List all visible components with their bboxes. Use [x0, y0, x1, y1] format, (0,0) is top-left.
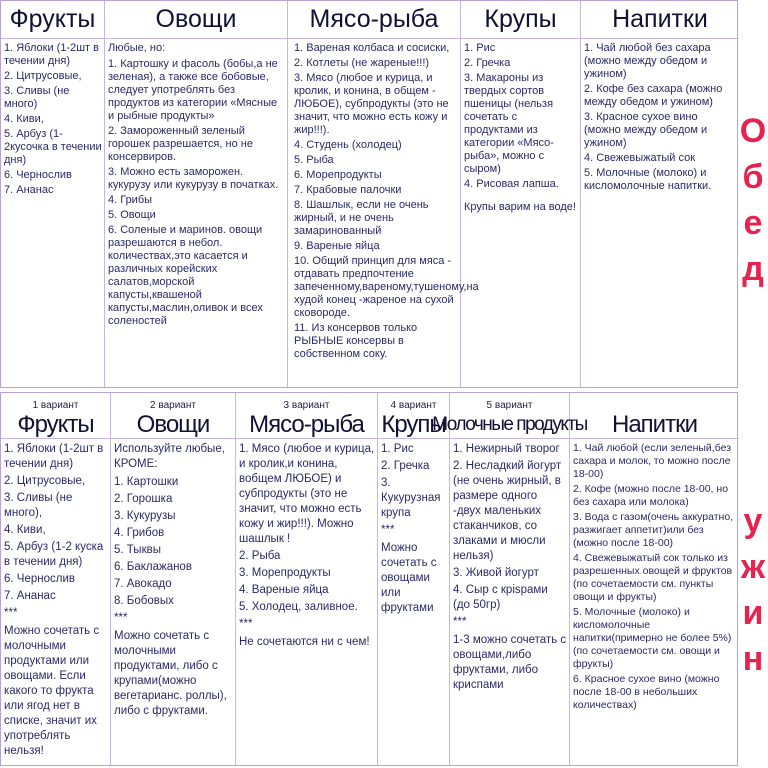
list-item: 4. Киви, — [4, 524, 46, 536]
list-item: 3. Морепродукты — [239, 567, 331, 579]
lunch-grains-list — [464, 42, 578, 191]
dinner-grains-list — [381, 442, 447, 521]
list-item: 2. Цитрусовые, — [4, 475, 86, 487]
dinner-variant-6 — [570, 393, 739, 411]
dinner-meat-note: Не сочетаются ни с чем! — [239, 636, 370, 648]
list-item: 1. Вареная колбаса и сосиски, — [294, 42, 450, 54]
lunch-veg-intro: Любые, но: — [108, 42, 166, 54]
lunch-drinks-list — [584, 42, 737, 193]
dinner-meat-stars: *** — [239, 618, 253, 630]
dinner-meat-list — [239, 442, 375, 615]
lunch-grains-note: Крупы варим на воде! — [464, 201, 576, 213]
list-item: 2. Котлеты (не жареные!!!) — [294, 57, 430, 69]
list-item: 4. Сыр с крispами (до 50гр) — [453, 584, 548, 611]
list-item: 6. Красное сухое вино (можно после 18-00 в небольших количествах) — [573, 673, 720, 711]
list-item: 1. Рис — [464, 42, 496, 54]
lunch-grains-cell — [461, 39, 581, 387]
list-item: 5. Арбуз (1-2 куска в течении дня) — [4, 541, 104, 568]
list-item: 4. Свежевыжатый сок — [584, 152, 696, 164]
dinner-header-meat-fish: Мясо-рыба — [236, 411, 378, 439]
list-item: 3. Вода с газом(очень аккуратно, разжигает аппетит)или без (можно после 18-00) — [573, 511, 734, 549]
list-item: 5. Тыквы — [114, 544, 161, 556]
list-item: 1. Мясо (любое и курица, и кролик,и конина, вобщем ЛЮБОЕ) и субпродукты (это не значит, что можно есть кожу и жир!!!). Можно шашлык ! — [239, 443, 375, 545]
list-item: 1. Рис — [381, 443, 414, 455]
dinner-dairy-list — [453, 442, 567, 613]
list-item: 5. Арбуз (1-2кусочка в течении дня) — [4, 128, 102, 166]
list-item: 4. Киви, — [4, 113, 44, 125]
dinner-dairy-stars: *** — [453, 616, 467, 628]
lunch-fruits-list — [4, 42, 102, 197]
lunch-meat-list — [294, 42, 479, 361]
lunch-drinks-cell — [581, 39, 739, 387]
list-item: 1. Яблоки (1-2шт в течении дня) — [4, 42, 99, 67]
dinner-variant-3: 3 вариант — [236, 393, 378, 411]
dinner-variant-1: 1 вариант — [1, 393, 111, 411]
dinner-veg-stars: *** — [114, 612, 128, 624]
list-item: 5. Овощи — [108, 209, 156, 221]
list-item: 3. Сливы (не много) — [4, 85, 70, 110]
list-item: 4. Студень (холодец) — [294, 139, 402, 151]
list-item: 4. Свежевыжатый сок только из разрешенных овощей и фруктов (по сочетаемости см. пункты овощи и фрукты) — [573, 552, 733, 603]
list-item: 3. Сливы (не много), — [4, 492, 73, 519]
list-item: 2. Рыба — [239, 550, 281, 562]
dinner-variant-2: 2 вариант — [111, 393, 236, 411]
list-item: 5. Молочные (молоко) и кисломолочные напитки(примерно не более 5%) (по сочетаемости см. овощи и фрукты) — [573, 606, 732, 670]
list-item: 1. Картошку и фасоль (бобы,а не зеленая), а также все бобовые, следует употреблять без продуктов из категории «Мясные и рыбные продукты» — [108, 58, 278, 122]
dinner-grains-cell — [378, 439, 450, 765]
dinner-fruits-note: Можно сочетать с молочными продуктами или овощами. Если какого то фрукта или ягод нет в списке, значит их употреблять нельзя! — [4, 625, 100, 757]
list-item: 4. Вареные яйца — [239, 584, 329, 596]
list-item: 3. Мясо (любое и курица, и кролик, и конина, в общем - ЛЮБОЕ), субпродукты (это не значит, что можно есть кожу и жир!!!). — [294, 72, 449, 136]
list-item: 2. Горошка — [114, 493, 173, 505]
dinner-fruits-list — [4, 442, 108, 604]
list-item: 2. Гречка — [381, 460, 430, 472]
lunch-veg-list — [108, 58, 285, 328]
list-item: 1. Чай любой (если зеленый,без сахара и молок, то можно после 18-00) — [573, 442, 732, 480]
dinner-variant-5: 5 вариант — [450, 393, 570, 411]
list-item: 2. Замороженный зеленый горошек разрешается, но не консервиров. — [108, 125, 253, 163]
list-item: 3. Макароны из твердых сортов пшеницы (нельзя сочетать с продуктами из категории «Мясо-рыба», можно с сыром) — [464, 72, 554, 175]
list-item: 11. Из консервов только РЫБНЫЕ консервы в собственном соку. — [294, 322, 418, 360]
list-item: 1. Картошки — [114, 476, 179, 488]
dinner-veg-list — [114, 475, 233, 609]
dinner-dairy-cell — [450, 439, 570, 765]
lunch-header-drinks: Напитки — [581, 1, 739, 39]
list-item: 7. Авокадо — [114, 578, 172, 590]
dinner-dairy-note: 1-3 можно сочетать с овощами,либо фруктами, либо криспами — [453, 634, 567, 691]
list-item: 1. Яблоки (1-2шт в течении дня) — [4, 443, 104, 470]
list-item: 6. Баклажанов — [114, 561, 192, 573]
dinner-veg-intro: Используйте любые, КРОМЕ: — [114, 443, 225, 470]
list-item: 7. Ананас — [4, 184, 54, 196]
lunch-header-meat-fish: Мясо-рыба — [288, 1, 461, 39]
side-letter: и — [742, 594, 764, 632]
list-item: 3. Красное сухое вино (можно между обедом и ужином) — [584, 111, 708, 149]
list-item: 3. Живой йогурт — [453, 567, 539, 579]
dinner-veg-note: Можно сочетать с молочными продуктами, либо с крупами(можно вегетарианс. роллы), либо с фруктами. — [114, 630, 227, 717]
list-item: 1. Чай любой без сахара (можно между обедом и ужином) — [584, 42, 711, 80]
dinner-table — [0, 392, 738, 766]
dinner-header-vegetables: Овощи — [111, 411, 236, 439]
lunch-header-grains: Крупы — [461, 1, 581, 39]
list-item: 6. Чернослив — [4, 573, 75, 585]
side-letter: ж — [740, 548, 766, 586]
dinner-variant-4: 4 вариант — [378, 393, 450, 411]
list-item: 6. Чернослив — [4, 169, 72, 181]
lunch-table — [0, 0, 738, 388]
list-item: 5. Молочные (молоко) и кисломолочные напитки. — [584, 167, 712, 192]
dinner-grains-stars: *** — [381, 524, 395, 536]
dinner-drinks-cell — [570, 439, 739, 765]
dinner-side-label — [738, 430, 768, 750]
dinner-fruits-cell — [1, 439, 111, 765]
list-item: 2. Кофе (можно после 18-00, но без сахара или молока) — [573, 483, 729, 508]
dinner-vegetables-cell — [111, 439, 236, 765]
dinner-grains-note: Можно сочетать с овощами или фруктами — [381, 542, 437, 614]
list-item: 3. Можно есть заморожен. кукурузу или кукурузу в початках. — [108, 166, 279, 191]
list-item: 3. Кукурузная крупа — [381, 477, 441, 519]
list-item: 4. Грибы — [108, 194, 153, 206]
side-letter: О — [739, 112, 767, 150]
lunch-side-label — [738, 40, 768, 360]
lunch-meat-cell — [288, 39, 479, 387]
side-letter: д — [742, 250, 764, 288]
side-letter: е — [743, 204, 763, 242]
list-item: 7. Ананас — [4, 590, 56, 602]
list-item: 2. Несладкий йогурт (не очень жирный, в размере одного -двух маленьких стаканчиков, со злаками и мюсли нельзя) — [453, 460, 562, 562]
list-item: 4. Рисовая лапша. — [464, 178, 559, 190]
list-item: 2. Гречка — [464, 57, 511, 69]
list-item: 6. Морепродукты — [294, 169, 382, 181]
list-item: 3. Кукурузы — [114, 510, 176, 522]
list-item: 7. Крабовые палочки — [294, 184, 402, 196]
dinner-header-fruits: Фрукты — [1, 411, 111, 439]
dinner-fruits-stars: *** — [4, 607, 18, 619]
lunch-fruits-cell — [1, 39, 105, 387]
dinner-drinks-list — [573, 442, 737, 712]
dinner-header-dairy: Молочные продукты — [450, 411, 570, 439]
list-item: 2. Цитрусовые, — [4, 70, 82, 82]
list-item: 8. Бобовых — [114, 595, 174, 607]
side-letter: н — [742, 640, 764, 678]
list-item: 8. Шашлык, если не очень жирный, и не очень замаринованный — [294, 199, 429, 237]
dinner-header-grains: Крупы — [378, 411, 450, 439]
list-item: 10. Общий принцип для мяса - отдавать предпочтение запеченному,вареному,тушеному,на худой конец -жареное на сухой сковороде. — [294, 255, 479, 319]
list-item: 4. Грибов — [114, 527, 165, 539]
side-letter: б — [742, 158, 764, 196]
lunch-vegetables-cell — [105, 39, 288, 387]
list-item: 6. Соленые и маринов. овощи разрешаются в небол. количествах,это касается и различных корейских салатов,морской капусты,квашеной капусты,маслин,оливок и всех соленостей — [108, 224, 263, 327]
list-item: 2. Кофе без сахара (можно между обедом и ужином) — [584, 83, 723, 108]
side-letter: у — [743, 502, 763, 540]
list-item: 9. Вареные яйца — [294, 240, 380, 252]
list-item: 5. Холодец, заливное. — [239, 601, 358, 613]
list-item: 1. Нежирный творог — [453, 443, 560, 455]
lunch-header-vegetables: Овощи — [105, 1, 288, 39]
lunch-header-fruits: Фрукты — [1, 1, 105, 39]
list-item: 5. Рыба — [294, 154, 334, 166]
dinner-header-drinks: Напитки — [570, 411, 739, 439]
dinner-meat-cell — [236, 439, 378, 765]
